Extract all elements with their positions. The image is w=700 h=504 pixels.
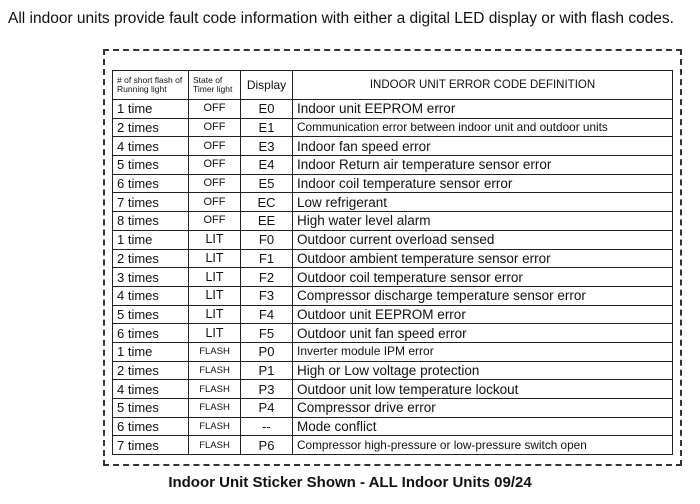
display-code-cell: F3 bbox=[241, 286, 293, 305]
table-row bbox=[113, 361, 673, 380]
timer-state-cell: LIT bbox=[189, 230, 241, 249]
flash-count-cell: 1 time bbox=[113, 342, 189, 361]
timer-state-cell: OFF bbox=[189, 118, 241, 137]
display-code-cell: P6 bbox=[241, 436, 293, 455]
header-definition: INDOOR UNIT ERROR CODE DEFINITION bbox=[293, 71, 673, 100]
display-code-cell: E1 bbox=[241, 118, 293, 137]
table-body bbox=[113, 100, 673, 455]
timer-state-cell: OFF bbox=[189, 137, 241, 156]
display-code-cell: EE bbox=[241, 212, 293, 231]
table-row bbox=[113, 137, 673, 156]
table-row bbox=[113, 417, 673, 436]
timer-state-cell: LIT bbox=[189, 249, 241, 268]
table-row bbox=[113, 212, 673, 231]
timer-state-cell: FLASH bbox=[189, 342, 241, 361]
table-row bbox=[113, 249, 673, 268]
definition-cell: Outdoor coil temperature sensor error bbox=[293, 268, 673, 287]
table-row bbox=[113, 174, 673, 193]
display-code-cell: P0 bbox=[241, 342, 293, 361]
table-row bbox=[113, 399, 673, 418]
display-code-cell: F5 bbox=[241, 324, 293, 343]
table-row bbox=[113, 193, 673, 212]
timer-state-cell: LIT bbox=[189, 305, 241, 324]
flash-count-cell: 5 times bbox=[113, 156, 189, 175]
flash-count-cell: 4 times bbox=[113, 380, 189, 399]
flash-count-cell: 6 times bbox=[113, 174, 189, 193]
flash-count-cell: 8 times bbox=[113, 212, 189, 231]
timer-state-cell: LIT bbox=[189, 268, 241, 287]
error-code-table bbox=[112, 70, 673, 455]
definition-cell: Outdoor unit fan speed error bbox=[293, 324, 673, 343]
display-code-cell: F2 bbox=[241, 268, 293, 287]
flash-count-cell: 4 times bbox=[113, 137, 189, 156]
display-code-cell: E4 bbox=[241, 156, 293, 175]
flash-count-cell: 1 time bbox=[113, 100, 189, 119]
display-code-cell: E5 bbox=[241, 174, 293, 193]
definition-cell: Outdoor unit EEPROM error bbox=[293, 305, 673, 324]
flash-count-cell: 2 times bbox=[113, 249, 189, 268]
definition-cell: Indoor unit EEPROM error bbox=[293, 100, 673, 119]
display-code-cell: F4 bbox=[241, 305, 293, 324]
timer-state-cell: OFF bbox=[189, 156, 241, 175]
timer-state-cell: LIT bbox=[189, 286, 241, 305]
flash-count-cell: 5 times bbox=[113, 305, 189, 324]
display-code-cell: EC bbox=[241, 193, 293, 212]
definition-cell: Indoor coil temperature sensor error bbox=[293, 174, 673, 193]
definition-cell: Compressor discharge temperature sensor error bbox=[293, 286, 673, 305]
table-row bbox=[113, 342, 673, 361]
timer-state-cell: FLASH bbox=[189, 417, 241, 436]
flash-count-cell: 5 times bbox=[113, 399, 189, 418]
display-code-cell: F1 bbox=[241, 249, 293, 268]
table-row bbox=[113, 380, 673, 399]
definition-cell: Inverter module IPM error bbox=[293, 342, 673, 361]
flash-count-cell: 4 times bbox=[113, 286, 189, 305]
flash-count-cell: 3 times bbox=[113, 268, 189, 287]
display-code-cell: P3 bbox=[241, 380, 293, 399]
table-row bbox=[113, 100, 673, 119]
definition-cell: High or Low voltage protection bbox=[293, 361, 673, 380]
definition-cell: Compressor drive error bbox=[293, 399, 673, 418]
definition-cell: Outdoor unit low temperature lockout bbox=[293, 380, 673, 399]
timer-state-cell: OFF bbox=[189, 100, 241, 119]
definition-cell: Indoor fan speed error bbox=[293, 137, 673, 156]
timer-state-cell: OFF bbox=[189, 193, 241, 212]
definition-cell: Mode conflict bbox=[293, 417, 673, 436]
timer-state-cell: FLASH bbox=[189, 399, 241, 418]
table-row bbox=[113, 230, 673, 249]
flash-count-cell: 2 times bbox=[113, 118, 189, 137]
flash-count-cell: 7 times bbox=[113, 193, 189, 212]
timer-state-cell: LIT bbox=[189, 324, 241, 343]
flash-count-cell: 6 times bbox=[113, 417, 189, 436]
header-timer-state: State of Timer light bbox=[189, 71, 241, 100]
table-row bbox=[113, 286, 673, 305]
timer-state-cell: FLASH bbox=[189, 436, 241, 455]
display-code-cell: E0 bbox=[241, 100, 293, 119]
header-display: Display bbox=[241, 71, 293, 100]
display-code-cell: F0 bbox=[241, 230, 293, 249]
timer-state-cell: OFF bbox=[189, 174, 241, 193]
definition-cell: Low refrigerant bbox=[293, 193, 673, 212]
display-code-cell: -- bbox=[241, 417, 293, 436]
timer-state-cell: FLASH bbox=[189, 361, 241, 380]
display-code-cell: E3 bbox=[241, 137, 293, 156]
definition-cell: High water level alarm bbox=[293, 212, 673, 231]
table-row bbox=[113, 118, 673, 137]
table-row bbox=[113, 305, 673, 324]
flash-count-cell: 2 times bbox=[113, 361, 189, 380]
definition-cell: Communication error between indoor unit and outdoor units bbox=[293, 118, 673, 137]
flash-count-cell: 7 times bbox=[113, 436, 189, 455]
table-header-row bbox=[113, 71, 673, 100]
timer-state-cell: FLASH bbox=[189, 380, 241, 399]
display-code-cell: P4 bbox=[241, 399, 293, 418]
display-code-cell: P1 bbox=[241, 361, 293, 380]
table-row bbox=[113, 324, 673, 343]
intro-text: All indoor units provide fault code information with either a digital LED display or with flash codes. bbox=[8, 10, 674, 27]
sticker-caption: Indoor Unit Sticker Shown - ALL Indoor Units 09/24 bbox=[168, 474, 532, 491]
definition-cell: Compressor high-pressure or low-pressure switch open bbox=[293, 436, 673, 455]
table-row bbox=[113, 268, 673, 287]
table-row bbox=[113, 156, 673, 175]
definition-cell: Outdoor current overload sensed bbox=[293, 230, 673, 249]
flash-count-cell: 1 time bbox=[113, 230, 189, 249]
definition-cell: Outdoor ambient temperature sensor error bbox=[293, 249, 673, 268]
table-row bbox=[113, 436, 673, 455]
definition-cell: Indoor Return air temperature sensor error bbox=[293, 156, 673, 175]
header-flash-count: # of short flash of Running light bbox=[113, 71, 189, 100]
timer-state-cell: OFF bbox=[189, 212, 241, 231]
flash-count-cell: 6 times bbox=[113, 324, 189, 343]
